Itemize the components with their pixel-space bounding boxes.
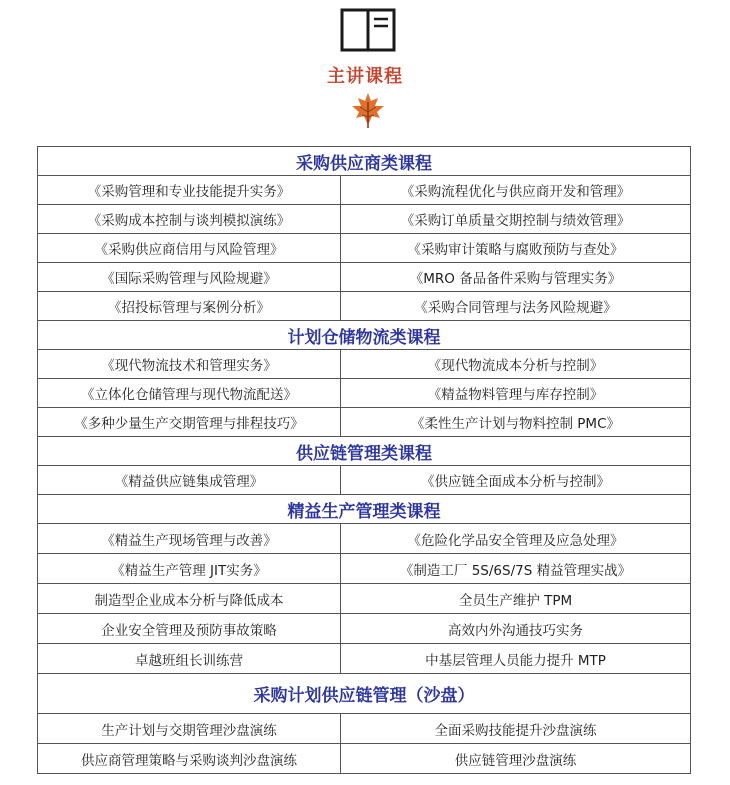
course-cell: 企业安全管理及预防事故策略: [38, 614, 341, 644]
course-cell: 《招投标管理与案例分析》: [38, 292, 341, 321]
section-title-sandbox: 采购计划供应链管理（沙盘）: [38, 674, 691, 714]
course-cell: 《精益供应链集成管理》: [38, 466, 341, 495]
course-cell: 制造型企业成本分析与降低成本: [38, 584, 341, 614]
course-cell: 高效内外沟通技巧实务: [341, 614, 691, 644]
course-table: [37, 146, 691, 774]
course-cell: 《采购合同管理与法务风险规避》: [341, 292, 691, 321]
section-title-lean: 精益生产管理类课程: [38, 495, 691, 524]
course-cell: 卓越班组长训练营: [38, 644, 341, 674]
course-cell: 《柔性生产计划与物料控制 PMC》: [341, 408, 691, 437]
course-cell: 《MRO 备品备件采购与管理实务》: [341, 263, 691, 292]
course-cell: 《制造工厂 5S/6S/7S 精益管理实战》: [341, 554, 691, 584]
course-cell: 《精益生产管理 JIT实务》: [38, 554, 341, 584]
book-icon: [340, 8, 396, 52]
course-cell: 《精益物料管理与库存控制》: [341, 379, 691, 408]
section-title-logistics: 计划仓储物流类课程: [38, 321, 691, 350]
course-cell: 《采购管理和专业技能提升实务》: [38, 176, 341, 205]
course-cell: 《现代物流技术和管理实务》: [38, 350, 341, 379]
course-cell: 中基层管理人员能力提升 MTP: [341, 644, 691, 674]
course-cell: 全员生产维护 TPM: [341, 584, 691, 614]
course-cell: 《供应链全面成本分析与控制》: [341, 466, 691, 495]
course-cell: 《现代物流成本分析与控制》: [341, 350, 691, 379]
course-cell: 《多种少量生产交期管理与排程技巧》: [38, 408, 341, 437]
course-cell: 供应商管理策略与采购谈判沙盘演练: [38, 744, 341, 774]
course-cell: 《国际采购管理与风险规避》: [38, 263, 341, 292]
section-title-supply-chain: 供应链管理类课程: [38, 437, 691, 466]
course-cell: 《采购成本控制与谈判模拟演练》: [38, 205, 341, 234]
course-cell: 《采购审计策略与腐败预防与查处》: [341, 234, 691, 263]
course-cell: 《精益生产现场管理与改善》: [38, 524, 341, 554]
course-cell: 全面采购技能提升沙盘演练: [341, 714, 691, 744]
section-title-purchasing: 采购供应商类课程: [38, 147, 691, 176]
page-title: 主讲课程: [327, 66, 403, 87]
course-cell: 生产计划与交期管理沙盘演练: [38, 714, 341, 744]
course-cell: 《危险化学品安全管理及应急处理》: [341, 524, 691, 554]
course-cell: 《立体化仓储管理与现代物流配送》: [38, 379, 341, 408]
course-cell: 《采购流程优化与供应商开发和管理》: [341, 176, 691, 205]
course-cell: 供应链管理沙盘演练: [341, 744, 691, 774]
course-cell: 《采购供应商信用与风险管理》: [38, 234, 341, 263]
maple-leaf-icon: [348, 90, 388, 130]
course-cell: 《采购订单质量交期控制与绩效管理》: [341, 205, 691, 234]
